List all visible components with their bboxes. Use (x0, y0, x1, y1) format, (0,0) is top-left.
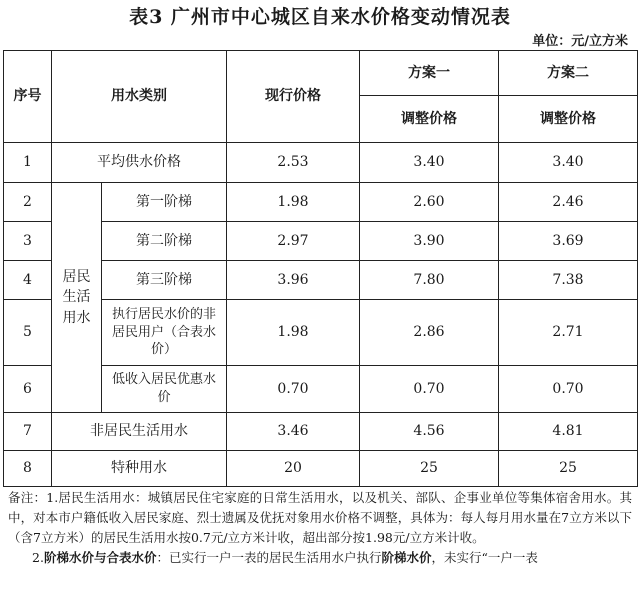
note-p2-mid: ：已实行一户一表的居民生活用水户执行 (156, 550, 382, 565)
row-name (102, 366, 227, 413)
row-plan2: 7.38 (499, 261, 638, 300)
table-row (4, 143, 638, 183)
table-title: 表3 广州市中心城区自来水价格变动情况表 (129, 6, 511, 28)
row-no: 5 (4, 300, 52, 366)
row-name: 第一阶梯 (102, 183, 227, 222)
row-no: 4 (4, 261, 52, 300)
row-name: 第二阶梯 (102, 222, 227, 261)
row-current: 2.53 (227, 143, 360, 183)
row-plan1: 25 (360, 451, 499, 487)
row-current: 3.96 (227, 261, 360, 300)
note-p2-bold-term: 阶梯水价与合表水价 (43, 550, 157, 565)
row-name: 非居民生活用水 (52, 413, 227, 451)
row-no: 7 (4, 413, 52, 451)
row-current: 3.46 (227, 413, 360, 451)
header-adjusted1: 调整价格 (360, 96, 499, 143)
unit-label: 单位：元/立方米 (532, 34, 628, 49)
header-plan2: 方案二 (499, 51, 638, 96)
row-no: 1 (4, 143, 52, 183)
row-plan2: 2.71 (499, 300, 638, 366)
row-name-text: 低收入居民优惠水价 (111, 372, 216, 405)
row-plan2: 25 (499, 451, 638, 487)
row-name: 第三阶梯 (102, 261, 227, 300)
header-category: 用水类别 (52, 51, 227, 143)
note-paragraph-2 (8, 548, 632, 568)
row-current: 0.70 (227, 366, 360, 413)
header-index: 序号 (4, 51, 52, 143)
note-p2-tail: ，未实行“一户一表 (431, 550, 538, 565)
row-plan2: 3.40 (499, 143, 638, 183)
row-plan1: 2.86 (360, 300, 499, 366)
note-p2-prefix: 2. (32, 550, 44, 565)
note-p2-bold-term-2: 阶梯水价 (381, 550, 432, 565)
row-name: 平均供水价格 (52, 143, 227, 183)
row-current: 20 (227, 451, 360, 487)
table-row (4, 183, 638, 222)
row-current: 1.98 (227, 183, 360, 222)
row-current: 2.97 (227, 222, 360, 261)
note-section (3, 488, 637, 568)
header-current: 现行价格 (227, 51, 360, 143)
row-current: 1.98 (227, 300, 360, 366)
table-row (4, 413, 638, 451)
header-row (4, 51, 638, 96)
row-plan1: 7.80 (360, 261, 499, 300)
row-plan2: 0.70 (499, 366, 638, 413)
header-adjusted2: 调整价格 (499, 96, 638, 143)
row-plan1: 0.70 (360, 366, 499, 413)
row-plan1: 3.90 (360, 222, 499, 261)
row-name-text: 执行居民水价的非居民用户（合表水价） (111, 307, 216, 358)
table-row (4, 451, 638, 487)
row-name (102, 300, 227, 366)
header-plan1: 方案一 (360, 51, 499, 96)
row-no: 6 (4, 366, 52, 413)
note-paragraph-1: 备注：1.居民生活用水：城镇居民住宅家庭的日常生活用水，以及机关、部队、企事业单位等集体宿舍用水。其中，对本市户籍低收入居民家庭、烈士遗属及优抚对象用水价格不调整，具体为：每人每月用水量在7立方米以下（含7立方米）的居民生活用水按0.7元/立方米计收，超出部分按1.98元/立方米计收。 (8, 490, 632, 545)
row-plan2: 3.69 (499, 222, 638, 261)
residential-group-label (52, 183, 102, 413)
row-plan2: 2.46 (499, 183, 638, 222)
row-plan2: 4.81 (499, 413, 638, 451)
row-plan1: 2.60 (360, 183, 499, 222)
row-no: 3 (4, 222, 52, 261)
price-table (3, 50, 638, 487)
row-no: 2 (4, 183, 52, 222)
row-plan1: 3.40 (360, 143, 499, 183)
row-plan1: 4.56 (360, 413, 499, 451)
row-no: 8 (4, 451, 52, 487)
residential-group-text: 居民生活用水 (62, 269, 91, 326)
row-name: 特种用水 (52, 451, 227, 487)
